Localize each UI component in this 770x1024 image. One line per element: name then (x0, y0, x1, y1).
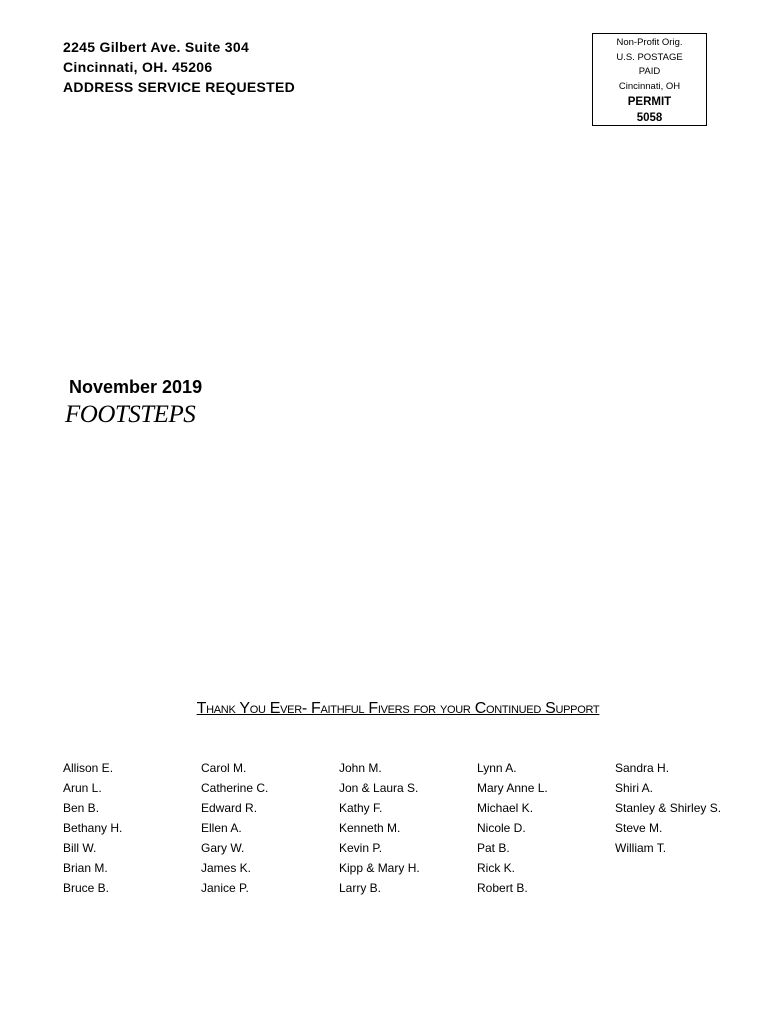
donor-column (339, 758, 477, 898)
issue-date: November 2019 (69, 377, 203, 397)
donor-name: Pat B. (477, 841, 510, 855)
donor-name: Sandra H. (615, 761, 670, 775)
donor-name: Janice P. (201, 881, 249, 895)
donor-name: Ellen A. (201, 821, 242, 835)
donor-name: Jon & Laura S. (339, 781, 419, 795)
return-address-line: ADDRESS SERVICE REQUESTED (63, 79, 296, 95)
return-address (63, 37, 295, 97)
return-address-line: Cincinnati, OH. 45206 (63, 59, 213, 75)
donor-name: Steve M. (615, 821, 663, 835)
donor-name: Allison E. (63, 761, 114, 775)
donor-name: Larry B. (339, 881, 382, 895)
donor-name: Bruce B. (63, 881, 110, 895)
donor-name: Kathy F. (339, 801, 383, 815)
donor-name: Bethany H. (63, 821, 123, 835)
donor-name: Robert B. (477, 881, 528, 895)
donor-column (63, 758, 201, 898)
donor-name: Kipp & Mary H. (339, 861, 420, 875)
postage-line: PAID (638, 66, 661, 77)
donor-name: Catherine C. (201, 781, 269, 795)
return-address-line: 2245 Gilbert Ave. Suite 304 (63, 39, 250, 55)
donor-name: Bill W. (63, 841, 97, 855)
donor-name: Kenneth M. (339, 821, 401, 835)
postage-line: U.S. POSTAGE (616, 51, 683, 63)
postage-line: Cincinnati, OH (618, 80, 681, 92)
donor-column (201, 758, 339, 898)
donor-name: Mary Anne L. (477, 781, 548, 795)
donor-name: Edward R. (201, 801, 258, 815)
donor-name: Lynn A. (477, 761, 517, 775)
donor-name: John M. (339, 761, 382, 775)
newsletter-name: FOOTSTEPS (65, 401, 196, 428)
donor-name: Gary W. (201, 841, 245, 855)
donor-name: Carol M. (201, 761, 247, 775)
donor-name: Nicole D. (477, 821, 526, 835)
donor-name: Kevin P. (339, 841, 383, 855)
donor-column (477, 758, 615, 898)
postage-permit-number: 5058 (636, 112, 663, 124)
donor-name: Michael K. (477, 801, 534, 815)
postage-line: Non-Profit Orig. (616, 37, 683, 48)
donor-name: Arun L. (63, 781, 102, 795)
postage-indicia (592, 33, 707, 126)
donor-name: Rick K. (477, 861, 516, 875)
donor-name: James K. (201, 861, 252, 875)
donor-name: William T. (615, 841, 667, 855)
thanks-heading: Thank You Ever- Faithful Fivers for your Continued Support (196, 700, 600, 717)
donor-name: Stanley & Shirley S. (615, 801, 722, 815)
donor-column (615, 758, 753, 898)
donor-name: Ben B. (63, 801, 100, 815)
donor-name: Shiri A. (615, 781, 654, 795)
donor-name: Brian M. (63, 861, 108, 875)
postage-permit-label: PERMIT (627, 96, 672, 108)
donor-list (63, 758, 753, 898)
